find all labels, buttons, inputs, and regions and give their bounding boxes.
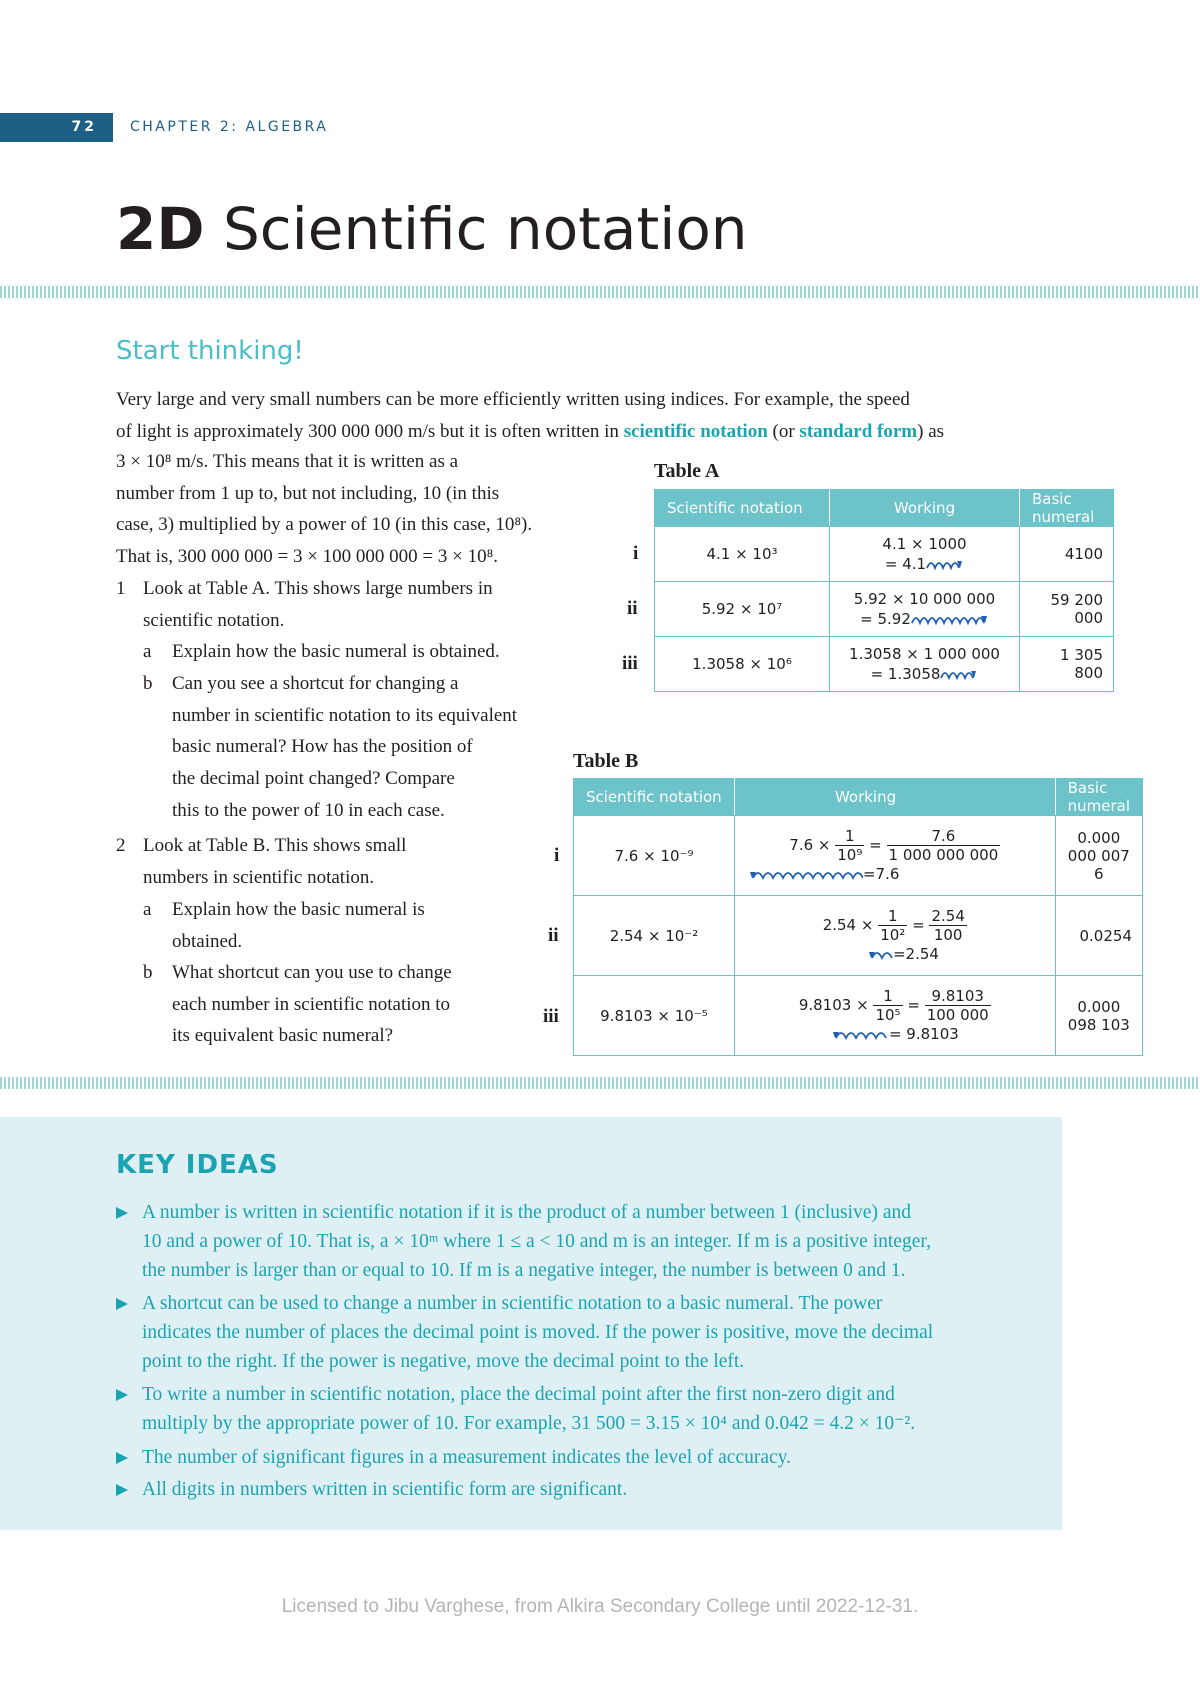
question-1b-line-4: the decimal point changed? Compare [172,768,455,789]
table-a-basic-cell: 1 305 800 [1020,637,1114,692]
fraction-denominator: 10⁵ [875,1006,901,1024]
table-a-caption: Table A [654,460,720,482]
table-b-sci-cell: 2.54 × 10⁻² [574,896,735,976]
working-coefficient: 7.6 × [789,836,831,854]
table-a-header: Working [830,490,1020,527]
working-line: 4.1 × 1000 [882,535,967,553]
working-expression [745,907,1045,944]
table-b-sci-cell: 9.8103 × 10⁻⁵ [574,976,735,1056]
table-a-header: Basic numeral [1020,490,1114,527]
intro-line-3: 3 × 10⁸ m/s. This means that it is written as a [116,451,459,472]
table-a-sci-cell: 1.3058 × 10⁶ [655,637,830,692]
working-result [745,944,1045,964]
bullet-triangle-icon [116,1484,128,1496]
fraction [835,827,864,864]
table-b-row-label: ii [548,925,559,946]
working-expression [745,987,1045,1024]
bullet-triangle-icon [116,1298,128,1310]
key-idea-line: 10 and a power of 10. That is, a × 10ᵐ where 1 ≤ a < 10 and m is an integer. If m is a positive integer, [142,1231,931,1252]
key-idea-line: A number is written in scientific notation if it is the product of a number between 1 (inclusive) and [142,1202,911,1223]
table-a-header: Scientific notation [655,490,830,527]
question-2-number: 2 [116,835,126,856]
working-result [840,609,1009,629]
table-b-row-label: iii [543,1006,559,1027]
table-b-basic-cell: 0.0254 [1055,896,1142,976]
table-a-working-cell [830,527,1020,582]
table-a-row-label: ii [627,598,638,619]
key-ideas-heading: KEY IDEAS [116,1150,279,1180]
page-number: 72 [0,113,113,142]
question-1b-label: b [143,673,153,694]
decimal-jump-arrows-icon [831,1028,889,1042]
dotted-divider-top [0,286,1200,298]
fraction-numerator: 1 [878,907,907,926]
table-a [654,489,1114,692]
question-2a-line-2: obtained. [172,931,243,952]
bullet-triangle-icon [116,1389,128,1401]
table-row [574,816,1143,896]
section-title-text: Scientific notation [222,195,748,263]
question-1b-line-5: this to the power of 10 in each case. [172,800,445,821]
working-result-text: =2.54 [892,945,939,963]
question-1-line-1: Look at Table A. This shows large numbers in [143,578,493,599]
fraction-numerator: 1 [835,827,864,846]
table-a-row-label: iii [622,653,638,674]
fraction [873,987,902,1024]
question-2b-label: b [143,962,153,983]
bullet-triangle-icon [116,1207,128,1219]
table-b-basic-cell: 0.000 000 007 6 [1055,816,1142,896]
table-b [573,778,1143,1056]
decimal-jump-arrows-icon [940,668,978,682]
table-row [574,896,1143,976]
question-1-number: 1 [116,578,126,599]
working-result-text: = 4.1 [884,555,927,573]
intro-line-1: Very large and very small numbers can be more efficiently written using indices. For example, the speed [116,389,910,410]
fraction-denominator: 10² [880,926,906,944]
question-1b-line-1: Can you see a shortcut for changing a [172,673,459,694]
working-result-text: = 5.92 [860,610,911,628]
question-1b-line-3: basic numeral? How has the position of [172,736,473,757]
question-1a-text: Explain how the basic numeral is obtained. [172,641,500,662]
question-2-line-2: numbers in scientific notation. [143,867,375,888]
intro-line-2a: of light is approximately 300 000 000 m/s but it is often written in [116,421,624,442]
table-b-header: Working [734,779,1055,816]
intro-line-2b: (or [767,421,800,442]
decimal-jump-arrows-icon [867,948,893,962]
working-result [745,864,1045,884]
question-2-line-1: Look at Table B. This shows small [143,835,407,856]
table-b-working-cell [734,976,1055,1056]
question-2b-line-3: its equivalent basic numeral? [172,1025,394,1046]
question-1b-line-2: number in scientific notation to its equivalent [172,705,518,726]
fraction-numerator: 1 [873,987,902,1006]
table-b-basic-cell: 0.000 098 103 [1055,976,1142,1056]
table-b-caption: Table B [573,750,639,772]
working-expression [745,827,1045,864]
working-result-text: = 1.3058 [870,665,941,683]
section-code: 2D [116,195,205,263]
question-2a-label: a [143,899,152,920]
key-idea-line: point to the right. If the power is negative, move the decimal point to the left. [142,1351,745,1372]
intro-line-2c: ) as [917,421,945,442]
question-2b-line-1: What shortcut can you use to change [172,962,452,983]
fraction-denominator: 100 000 [926,1006,989,1024]
working-result [840,664,1009,684]
term-standard-form: standard form [799,421,918,442]
table-b-working-cell [734,816,1055,896]
table-b-header-row [574,779,1143,816]
table-a-basic-cell: 4100 [1020,527,1114,582]
key-idea-line: To write a number in scientific notation, place the decimal point after the first non-zero digit and [142,1384,895,1405]
table-b-header: Basic numeral [1055,779,1142,816]
fraction [878,907,907,944]
table-row [574,976,1143,1056]
term-scientific-notation: scientific notation [623,421,768,442]
table-row [655,527,1114,582]
chapter-heading: CHAPTER 2: ALGEBRA [130,119,329,135]
working-result [840,554,1009,574]
key-idea-line: The number of significant figures in a measurement indicates the level of accuracy. [142,1447,792,1468]
working-coefficient: 9.8103 × [798,996,869,1014]
fraction [887,827,1001,864]
license-footer: Licensed to Jibu Varghese, from Alkira Secondary College until 2022-12-31. [281,1596,919,1617]
fraction-numerator: 9.8103 [925,987,991,1006]
fraction-denominator: 10⁹ [837,846,863,864]
intro-line-2 [116,418,944,446]
equals-sign: = [912,916,925,934]
table-a-working-cell [830,582,1020,637]
table-b-header: Scientific notation [574,779,735,816]
fraction-numerator: 7.6 [887,827,1001,846]
intro-line-4: number from 1 up to, but not including, 10 (in this [116,483,500,504]
table-b-working-cell [734,896,1055,976]
key-idea-line: multiply by the appropriate power of 10. For example, 31 500 = 3.15 × 10⁴ and 0.042 = 4.2 × 10⁻². [142,1413,916,1434]
key-idea-line: A shortcut can be used to change a number in scientific notation to a basic numeral. The power [142,1293,883,1314]
equals-sign: = [907,996,920,1014]
working-result-text: = 9.8103 [888,1025,959,1043]
table-a-header-row [655,490,1114,527]
working-coefficient: 2.54 × [822,916,874,934]
table-b-row-label: i [554,845,560,866]
decimal-jump-arrows-icon [745,868,863,882]
fraction [929,907,966,944]
fraction-numerator: 2.54 [931,907,965,925]
working-result-text: =7.6 [862,865,900,883]
question-2b-line-2: each number in scientific notation to [172,994,451,1015]
equals-sign: = [869,836,882,854]
section-title [116,194,748,264]
bullet-triangle-icon [116,1452,128,1464]
question-2a-line-1: Explain how the basic numeral is [172,899,425,920]
working-line: 1.3058 × 1 000 000 [849,645,1000,663]
table-a-sci-cell: 5.92 × 10⁷ [655,582,830,637]
intro-line-6: That is, 300 000 000 = 3 × 100 000 000 = 3 × 10⁸. [116,546,498,567]
fraction-denominator: 100 [933,926,963,944]
table-a-row-label: i [633,543,639,564]
fraction [925,987,991,1024]
table-a-basic-cell: 59 200 000 [1020,582,1114,637]
table-a-working-cell [830,637,1020,692]
start-thinking-heading: Start thinking! [116,336,304,366]
question-1a-label: a [143,641,152,662]
working-result [745,1024,1045,1044]
table-row [655,637,1114,692]
decimal-jump-arrows-icon [911,613,989,627]
working-line: 5.92 × 10 000 000 [853,590,996,608]
fraction-denominator: 1 000 000 000 [888,846,999,864]
table-a-sci-cell: 4.1 × 10³ [655,527,830,582]
table-b-sci-cell: 7.6 × 10⁻⁹ [574,816,735,896]
intro-line-5: case, 3) multiplied by a power of 10 (in this case, 10⁸). [116,514,533,535]
decimal-jump-arrows-icon [926,558,964,572]
table-row [655,582,1114,637]
dotted-divider-bottom [0,1077,1200,1089]
key-idea-line: indicates the number of places the decimal point is moved. If the power is positive, move the decimal [142,1322,934,1343]
key-idea-line: All digits in numbers written in scientific form are significant. [142,1479,628,1500]
question-1-line-2: scientific notation. [143,610,285,631]
key-idea-line: the number is larger than or equal to 10. If m is a negative integer, the number is between 0 and 1. [142,1260,906,1281]
